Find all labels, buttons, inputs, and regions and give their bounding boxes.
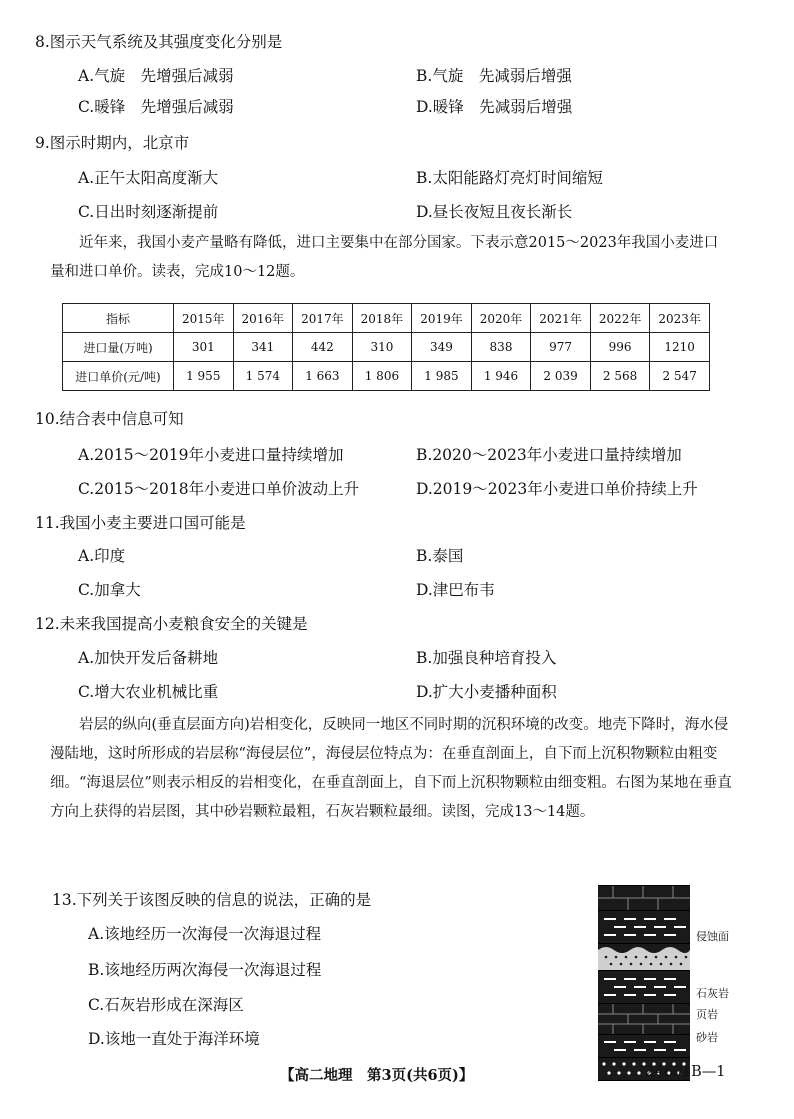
- table-cell: 442: [293, 333, 353, 362]
- question-11-option-d: D.津巴布韦: [416, 581, 495, 599]
- question-11-option-b: B.泰国: [416, 547, 464, 565]
- intro-paragraph-strata: 岩层的纵向(垂直层面方向)岩相变化，反映同一地区不同时期的沉积环境的改变。地壳下降时，海水侵漫陆地，这时所形成的岩层称“海侵层位”，海侵层位特点为：在垂直剖面上，自下而上沉积物颗粒由粗变细。“海退层位”则表示相反的岩相变化，在垂直剖面上，自下而上沉积物颗粒由细变粗。右图为某地在垂直方向上获得的岩层图，其中砂岩颗粒最粗，石灰岩颗粒最细。读图，完成13～14题。: [50, 717, 732, 820]
- table-cell: 2 547: [650, 362, 710, 391]
- question-10-stem: 10.结合表中信息可知: [35, 410, 184, 428]
- label-erosion-surface: 侵蚀面: [696, 930, 729, 943]
- table-cell: 进口单价(元/吨): [63, 362, 174, 391]
- table-cell: 996: [590, 333, 650, 362]
- question-9-option-d: D.昼长夜短且夜长渐长: [416, 203, 573, 221]
- question-8-stem: 8.图示天气系统及其强度变化分别是: [35, 33, 283, 51]
- table-header-cell: 2021年: [531, 304, 591, 333]
- intro-paragraph-wheat: 近年来，我国小麦产量略有降低，进口主要集中在部分国家。下表示意2015～2023年我国小麦进口量和进口单价。读表，完成10～12题。: [50, 235, 719, 280]
- label-sandstone: 砂岩: [696, 1031, 718, 1044]
- table-cell: 349: [412, 333, 472, 362]
- strata-layer-limestone-top: [598, 885, 690, 911]
- table-cell: 838: [471, 333, 531, 362]
- table-header-cell: 2018年: [352, 304, 412, 333]
- table-cell: 1 806: [352, 362, 412, 391]
- question-10-option-a: A.2015～2019年小麦进口量持续增加: [78, 446, 344, 464]
- table-row: [63, 333, 710, 362]
- table-header-cell: 指标: [63, 304, 174, 333]
- question-10-option-d: D.2019～2023年小麦进口单价持续上升: [416, 480, 698, 498]
- question-12-option-c: C.增大农业机械比重: [78, 683, 219, 701]
- table-header-row: [63, 304, 710, 333]
- strata-layer-shale-upper: [598, 911, 690, 944]
- table-cell: 301: [174, 333, 234, 362]
- table-cell: 1 985: [412, 362, 472, 391]
- table-header-cell: 2016年: [233, 304, 293, 333]
- question-13-stem: 13.下列关于该图反映的信息的说法，正确的是: [52, 891, 372, 909]
- table-header-cell: 2015年: [174, 304, 234, 333]
- label-limestone: 石灰岩: [696, 987, 729, 1000]
- question-13-option-a: A.该地经历一次海侵一次海退过程: [88, 925, 322, 943]
- table-header-cell: 2022年: [590, 304, 650, 333]
- question-8-option-b: B.气旋 先减弱后增强: [416, 67, 572, 85]
- table-header-cell: 2017年: [293, 304, 353, 333]
- question-10-option-c: C.2015～2018年小麦进口单价波动上升: [78, 480, 360, 498]
- question-11-option-c: C.加拿大: [78, 581, 141, 599]
- question-8-option-d: D.暖锋 先减弱后增强: [416, 98, 573, 116]
- strata-layer-shale-middle: [598, 971, 690, 1004]
- strata-layer-erosion-surface: [598, 944, 690, 971]
- table-header-cell: 2020年: [471, 304, 531, 333]
- page-footer-title: 【高二地理 第3页(共6页)】: [280, 1067, 474, 1084]
- table-cell: 1 663: [293, 362, 353, 391]
- table-cell: 2 039: [531, 362, 591, 391]
- question-8-option-a: A.气旋 先增强后减弱: [78, 67, 234, 85]
- question-12-option-b: B.加强良种培育投入: [416, 649, 557, 667]
- table-header-cell: 2023年: [650, 304, 710, 333]
- strata-layer-shale-lower: [598, 1035, 690, 1058]
- question-10-option-b: B.2020～2023年小麦进口量持续增加: [416, 446, 682, 464]
- table-header-cell: 2019年: [412, 304, 472, 333]
- table-cell: 310: [352, 333, 412, 362]
- question-12-stem: 12.未来我国提高小麦粮食安全的关键是: [35, 615, 308, 633]
- question-13-option-b: B.该地经历两次海侵一次海退过程: [88, 961, 322, 979]
- table-cell: 341: [233, 333, 293, 362]
- rock-strata-figure: [598, 885, 690, 1081]
- table-cell: 977: [531, 333, 591, 362]
- question-12-option-a: A.加快开发后备耕地: [78, 649, 219, 667]
- question-11-stem: 11.我国小麦主要进口国可能是: [35, 514, 246, 532]
- table-cell: 1 955: [174, 362, 234, 391]
- question-13-option-d: D.该地一直处于海洋环境: [88, 1030, 260, 1048]
- label-shale: 页岩: [696, 1008, 718, 1021]
- page-footer-code: 24601B—1: [645, 1064, 726, 1080]
- question-9-option-c: C.日出时刻逐渐提前: [78, 203, 219, 221]
- table-row: [63, 362, 710, 391]
- question-8-option-c: C.暖锋 先增强后减弱: [78, 98, 234, 116]
- strata-layer-limestone: [598, 1004, 690, 1035]
- table-cell: 1210: [650, 333, 710, 362]
- wheat-import-table: [62, 303, 710, 391]
- question-9-option-b: B.太阳能路灯亮灯时间缩短: [416, 169, 603, 187]
- question-12-option-d: D.扩大小麦播种面积: [416, 683, 557, 701]
- table-cell: 1 574: [233, 362, 293, 391]
- question-11-option-a: A.印度: [78, 547, 126, 565]
- table-cell: 2 568: [590, 362, 650, 391]
- question-9-option-a: A.正午太阳高度渐大: [78, 169, 219, 187]
- table-cell: 1 946: [471, 362, 531, 391]
- question-13-option-c: C.石灰岩形成在深海区: [88, 996, 244, 1014]
- table-cell: 进口量(万吨): [63, 333, 174, 362]
- question-9-stem: 9.图示时期内，北京市: [35, 134, 190, 152]
